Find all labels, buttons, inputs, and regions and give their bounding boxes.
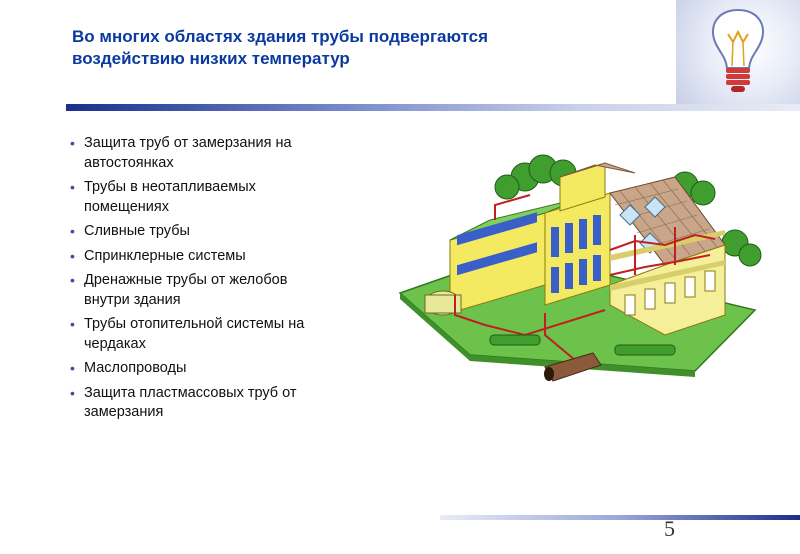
bullet-line: Маслопроводы xyxy=(84,360,187,376)
lightbulb-icon xyxy=(676,0,800,104)
bullet-line: Защита пластмассовых труб от xyxy=(84,384,297,401)
bullet-line: замерзания xyxy=(84,404,164,420)
bullet-item xyxy=(70,359,380,379)
bullet-line: внутри здания xyxy=(84,291,181,308)
bullet-line: Спринклерные системы xyxy=(84,247,246,264)
slide-title xyxy=(72,26,632,70)
title-line-1: Во многих областях здания трубы подвергаются xyxy=(72,27,489,46)
bullet-line: чердаках xyxy=(84,335,146,352)
footer-bar xyxy=(440,515,800,520)
building-cutaway-image xyxy=(395,135,790,405)
bullet-item xyxy=(70,222,380,242)
bullet-item xyxy=(70,315,380,354)
bullet-line: помещениях xyxy=(84,198,169,215)
bullet-line: Трубы в неотапливаемых xyxy=(84,179,256,195)
bullet-item xyxy=(70,178,380,217)
page-number: 5 xyxy=(664,516,675,541)
bullet-item xyxy=(70,271,380,310)
bullet-line: Сливные трубы xyxy=(84,223,190,239)
bullet-item xyxy=(70,247,380,267)
logo-background xyxy=(676,0,800,104)
bullet-item xyxy=(70,384,380,423)
bullet-list xyxy=(70,134,380,428)
title-divider-bar xyxy=(66,104,800,111)
bullet-line: Дренажные трубы от желобов xyxy=(84,272,288,288)
title-line-2: воздействию низких температур xyxy=(72,49,350,68)
bullet-line: автостоянках xyxy=(84,154,174,171)
bullet-item xyxy=(70,134,380,173)
bullet-line: Защита труб от замерзания на xyxy=(84,135,292,151)
building-illustration xyxy=(395,135,790,405)
bullet-line: Трубы отопительной системы на xyxy=(84,316,305,332)
